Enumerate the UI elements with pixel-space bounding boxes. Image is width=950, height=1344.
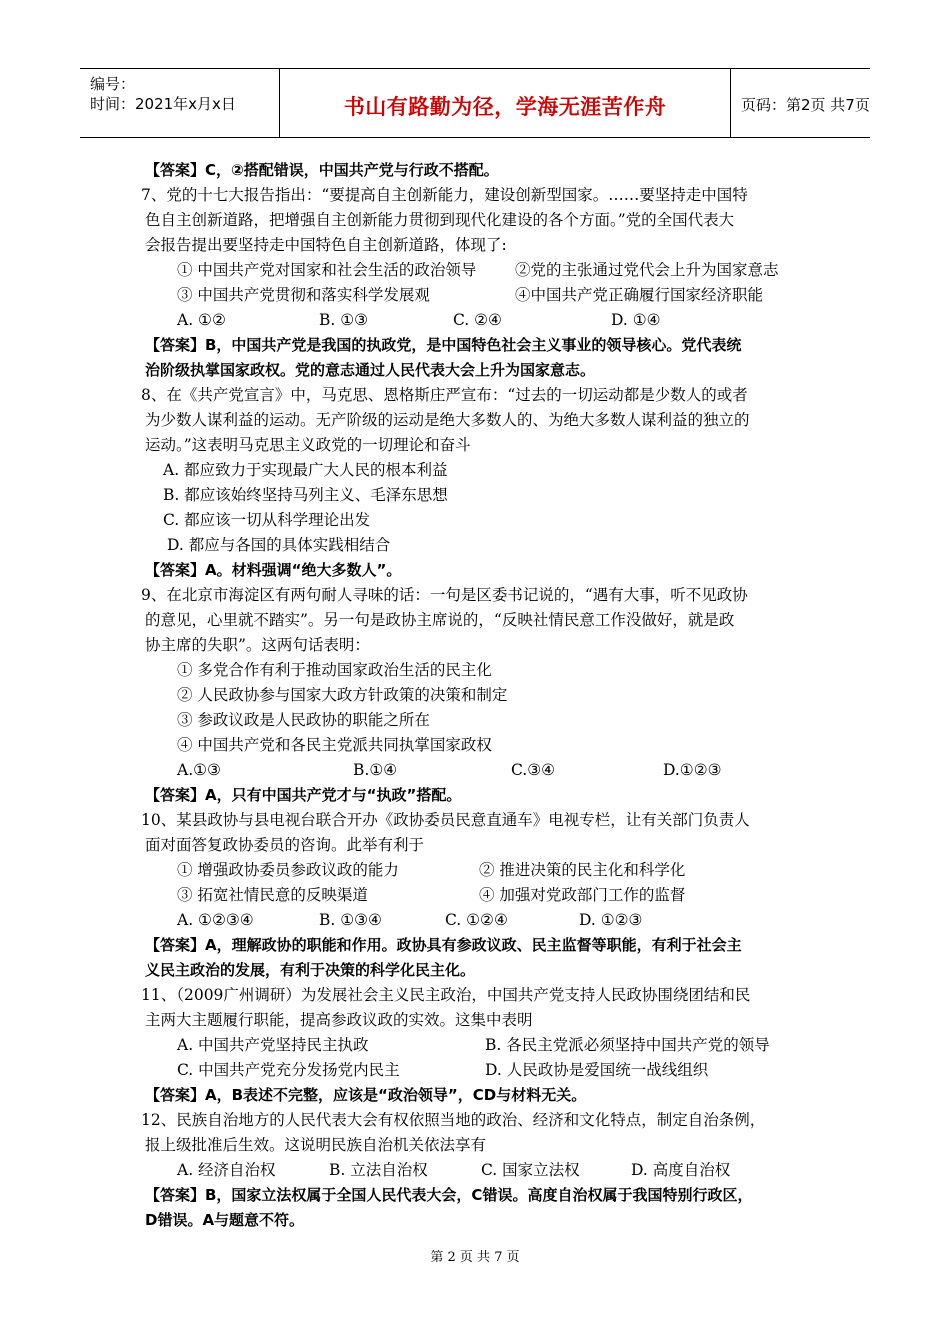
question-11-choices-row bbox=[145, 1058, 815, 1083]
header-motto: 书山有路勤为径，学海无涯苦作舟 bbox=[343, 95, 667, 119]
choice-b: B. ①③ bbox=[319, 311, 369, 329]
choice-c: C.③④ bbox=[511, 761, 556, 779]
choice-b: B.①④ bbox=[353, 761, 398, 779]
option-text: ① 多党合作有利于推动国家政治生活的民主化 bbox=[177, 661, 492, 679]
option-text: ④中国共产党正确履行国家经济职能 bbox=[515, 286, 764, 304]
option-text: ②党的主张通过党代会上升为国家意志 bbox=[515, 261, 779, 279]
choice-c: C. 中国共产党充分发扬党内民主 bbox=[177, 1061, 400, 1079]
question-10-options-row bbox=[145, 883, 815, 908]
answer-10-line: 【答案】A，理解政协的职能和作用。政协具有参政议政、民主监督等职能，有利于社会主 bbox=[145, 936, 742, 954]
choice-a: A. 都应致力于实现最广大人民的根本利益 bbox=[163, 461, 448, 479]
option-text: ① 中国共产党对国家和社会生活的政治领导 bbox=[177, 261, 477, 279]
question-9-choices-row bbox=[145, 758, 815, 783]
choice-b: B. ①③④ bbox=[319, 911, 382, 929]
answer-12-line: 【答案】B，国家立法权属于全国人民代表大会，C错误。高度自治权属于我国特别行政区， bbox=[145, 1186, 753, 1204]
question-12-choices-row bbox=[145, 1158, 815, 1183]
question-10-line: 10、某县政协与县电视台联合开办《政协委员民意直通车》电视专栏，让有关部门负责人 bbox=[141, 811, 750, 829]
answer-8: 【答案】A。材料强调“绝大多数人”。 bbox=[145, 561, 402, 579]
page-header bbox=[80, 68, 870, 138]
question-7-line: 会报告提出要坚持走中国特色自主创新道路，体现了: bbox=[145, 236, 507, 254]
doc-number-label: 编号： bbox=[90, 75, 136, 93]
question-8-line: 运动。”这表明马克思主义政党的一切理论和奋斗 bbox=[145, 436, 471, 454]
page-footer: 第 2 页 共 7 页 bbox=[430, 1250, 520, 1265]
choice-d: D. ①②③ bbox=[579, 911, 643, 929]
choice-a: A. 中国共产党坚持民主执政 bbox=[177, 1036, 369, 1054]
question-11-choices-row bbox=[145, 1033, 815, 1058]
question-9-line: 9、在北京市海淀区有两句耐人寻味的话：一句是区委书记说的，“遇有大事，听不见政协 bbox=[141, 586, 748, 604]
choice-c: C. ①②④ bbox=[445, 911, 508, 929]
question-9-line: 协主席的失职”。这两句话表明： bbox=[145, 636, 370, 654]
question-10-choices-row bbox=[145, 908, 815, 933]
question-8-line: 为少数人谋利益的运动。无产阶级的运动是绝大多数人的、为绝大多数人谋利益的独立的 bbox=[145, 411, 750, 429]
choice-a: A. ①②③④ bbox=[177, 911, 254, 929]
option-text: ④ 加强对党政部门工作的监督 bbox=[479, 886, 686, 904]
question-12-line: 12、民族自治地方的人民代表大会有权依照当地的政治、经济和文化特点，制定自治条例， bbox=[141, 1111, 766, 1129]
option-text: ② 推进决策的民主化和科学化 bbox=[479, 861, 686, 879]
choice-b: B. 各民主党派必须坚持中国共产党的领导 bbox=[485, 1036, 770, 1054]
answer-12-line: D错误。A与题意不符。 bbox=[145, 1211, 305, 1229]
document-body bbox=[141, 158, 815, 1233]
option-text: ④ 中国共产党和各民主党派共同执掌国家政权 bbox=[177, 736, 492, 754]
choice-d: D. ①④ bbox=[611, 311, 661, 329]
question-10-line: 面对面答复政协委员的咨询。此举有利于 bbox=[145, 836, 425, 854]
question-10-options-row bbox=[145, 858, 815, 883]
choice-d: D. 高度自治权 bbox=[631, 1161, 731, 1179]
choice-a: A. 经济自治权 bbox=[177, 1161, 276, 1179]
choice-d: D. 都应与各国的具体实践相结合 bbox=[167, 536, 391, 554]
answer-7-line: 【答案】B，中国共产党是我国的执政党，是中国特色社会主义事业的领导核心。党代表统 bbox=[145, 336, 742, 354]
answer-10-line: 义民主政治的发展，有利于决策的科学化民主化。 bbox=[145, 961, 476, 979]
question-7-choices-row bbox=[145, 308, 815, 333]
doc-date: 时间：2021年x月x日 bbox=[90, 95, 236, 113]
choice-c: C. 都应该一切从科学理论出发 bbox=[163, 511, 371, 529]
header-page-info: 页码：第2页 共7页 bbox=[741, 96, 870, 114]
choice-d: D.①②③ bbox=[663, 761, 722, 779]
option-text: ② 人民政协参与国家大政方针政策的决策和制定 bbox=[177, 686, 508, 704]
choice-a: A.①③ bbox=[177, 761, 221, 779]
choice-a: A. ①② bbox=[177, 311, 226, 329]
header-middle-cell bbox=[280, 69, 731, 137]
question-7-line: 色自主创新道路，把增强自主创新能力贯彻到现代化建设的各个方面。”党的全国代表大 bbox=[145, 211, 735, 229]
question-7-options-row bbox=[145, 283, 815, 308]
answer-11: 【答案】A，B表述不完整，应该是“政治领导”，CD与材料无关。 bbox=[145, 1086, 587, 1104]
question-11-line: 主两大主题履行职能，提高参政议政的实效。这集中表明 bbox=[145, 1011, 533, 1029]
question-12-line: 报上级批准后生效。这说明民族自治机关依法享有 bbox=[145, 1136, 487, 1154]
answer-9: 【答案】A，只有中国共产党才与“执政”搭配。 bbox=[145, 786, 462, 804]
choice-c: C. 国家立法权 bbox=[481, 1161, 580, 1179]
choice-d: D. 人民政协是爱国统一战线组织 bbox=[485, 1061, 709, 1079]
answer-6: 【答案】C，②搭配错误，中国共产党与行政不搭配。 bbox=[145, 161, 499, 179]
option-text: ③ 拓宽社情民意的反映渠道 bbox=[177, 886, 368, 904]
header-left-cell bbox=[80, 69, 280, 137]
question-8-line: 8、在《共产党宣言》中，马克思、恩格斯庄严宣布：“过去的一切运动都是少数人的或者 bbox=[141, 386, 748, 404]
choice-c: C. ②④ bbox=[453, 311, 502, 329]
option-text: ③ 参政议政是人民政协的职能之所在 bbox=[177, 711, 430, 729]
header-right-cell bbox=[731, 69, 870, 137]
question-7-options-row bbox=[145, 258, 815, 283]
choice-b: B. 立法自治权 bbox=[329, 1161, 428, 1179]
option-text: ① 增强政协委员参政议政的能力 bbox=[177, 861, 399, 879]
answer-7-line: 治阶级执掌国家政权。党的意志通过人民代表大会上升为国家意志。 bbox=[145, 361, 596, 379]
question-9-line: 的意见，心里就不踏实”。另一句是政协主席说的，“反映社情民意工作没做好，就是政 bbox=[145, 611, 735, 629]
choice-b: B. 都应该始终坚持马列主义、毛泽东思想 bbox=[163, 486, 448, 504]
option-text: ③ 中国共产党贯彻和落实科学发展观 bbox=[177, 286, 430, 304]
question-11-line: 11、（2009广州调研）为发展社会主义民主政治，中国共产党支持人民政协围绕团结和民 bbox=[141, 986, 751, 1004]
question-7-line: 7、党的十七大报告指出：“要提高自主创新能力，建设创新型国家。……要坚持走中国特 bbox=[141, 186, 748, 204]
